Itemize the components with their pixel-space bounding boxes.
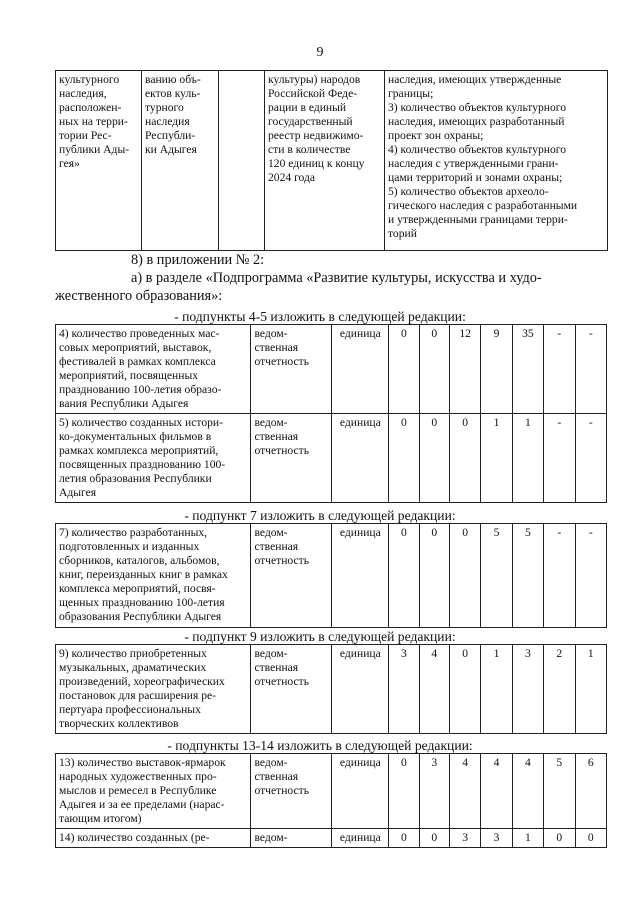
- text-line: 3) количество объектов культурного: [388, 101, 567, 114]
- value-cell: 0: [389, 754, 419, 829]
- table-cell: [385, 71, 608, 251]
- text-line: 4) количество объектов культурного: [388, 143, 567, 156]
- value-cell: -: [544, 524, 575, 628]
- text-line: 14) количество созданных (ре-: [59, 831, 210, 844]
- text-line: ведом-: [254, 647, 288, 660]
- text-line: образования Республики Адыгея: [59, 610, 222, 623]
- text-line: отчетность: [254, 355, 310, 368]
- continuation-table: [55, 70, 608, 251]
- text-line: празднованию 100-летия образо-: [59, 383, 222, 396]
- text-line: Адыгея и за ее пределами (нарас-: [59, 798, 225, 811]
- source-cell: [251, 325, 332, 414]
- value-cell: 0: [389, 414, 419, 503]
- value-cell: 0: [575, 829, 606, 848]
- value-cell: 0: [449, 645, 480, 734]
- value-cell: 4: [449, 754, 480, 829]
- value-cell: 12: [449, 325, 480, 414]
- page-number: 9: [316, 45, 324, 60]
- indicator-name-cell: [56, 754, 251, 829]
- unit-cell: единица: [332, 829, 389, 848]
- value-cell: -: [544, 325, 575, 414]
- unit-cell: единица: [332, 414, 389, 503]
- value-cell: 3: [449, 829, 480, 848]
- text-line: посвященных празднованию 100-: [59, 458, 226, 471]
- text-line: наследия, имеющих разработанный: [388, 115, 565, 128]
- text-line: культурного: [59, 73, 120, 86]
- table-cell: [219, 71, 265, 251]
- text-line: реестр недвижимо-: [268, 129, 364, 142]
- value-cell: 9: [481, 325, 512, 414]
- table-cell: [265, 71, 385, 251]
- value-cell: 0: [419, 524, 449, 628]
- value-cell: 3: [481, 829, 512, 848]
- text-line: рамках комплекса мероприятий,: [59, 444, 219, 457]
- value-cell: 1: [512, 414, 543, 503]
- indicator-table: [55, 753, 607, 848]
- text-line: гического наследия с разработанными: [388, 199, 578, 212]
- text-line: Российской Феде-: [268, 87, 358, 100]
- source-cell: [251, 754, 332, 829]
- value-cell: -: [575, 524, 606, 628]
- text-line: отчетность: [254, 444, 310, 457]
- text-line: наследия, имеющих утвержденные: [388, 73, 562, 86]
- text-line: турного: [145, 101, 184, 114]
- indicator-name-cell: [56, 414, 251, 503]
- section-heading: - подпункт 7 изложить в следующей редакции:: [184, 508, 456, 523]
- text-line: ведом-: [254, 416, 288, 429]
- text-line: государственный: [268, 115, 353, 128]
- text-line: границы;: [388, 87, 434, 100]
- paragraph-section-cont: жественного образования»:: [55, 288, 223, 304]
- text-line: подготовленных и изданных: [59, 540, 200, 553]
- text-line: ко-документальных фильмов в: [59, 430, 212, 443]
- text-line: ственная: [254, 341, 299, 354]
- value-cell: 0: [419, 414, 449, 503]
- text-line: 9) количество приобретенных: [59, 647, 207, 660]
- text-line: отчетность: [254, 675, 310, 688]
- text-line: творческих коллективов: [59, 717, 179, 730]
- table-row: [56, 754, 607, 829]
- text-line: и утвержденными границами терри-: [388, 213, 568, 226]
- text-line: публики Ады-: [59, 143, 130, 156]
- value-cell: 1: [481, 414, 512, 503]
- text-line: ведом-: [254, 526, 288, 539]
- text-line: произведений, хореографических: [59, 675, 225, 688]
- text-line: тающим итогом): [59, 812, 142, 825]
- text-line: музыкальных, драматических: [59, 661, 207, 674]
- text-line: сти в количестве: [268, 143, 351, 156]
- value-cell: 0: [389, 524, 419, 628]
- text-line: ных на терри-: [59, 115, 128, 128]
- text-line: наследия с утвержденными грани-: [388, 157, 559, 170]
- table-row: [56, 645, 607, 734]
- unit-cell: единица: [332, 645, 389, 734]
- text-line: летия образования Республики: [59, 472, 212, 485]
- unit-cell: единица: [332, 524, 389, 628]
- value-cell: 6: [575, 754, 606, 829]
- value-cell: 0: [449, 414, 480, 503]
- value-cell: 2: [544, 645, 575, 734]
- section-heading: - подпункт 9 изложить в следующей редакции:: [184, 629, 456, 644]
- text-line: комплекса мероприятий, посвя-: [59, 582, 216, 595]
- text-line: тории Рес-: [59, 129, 112, 142]
- section-heading: - подпункты 4-5 изложить в следующей редакции:: [174, 309, 466, 324]
- text-line: ственная: [254, 540, 299, 553]
- source-cell: [251, 829, 332, 848]
- unit-cell: единица: [332, 325, 389, 414]
- text-line: 4) количество проведенных мас-: [59, 327, 220, 340]
- text-line: сборников, каталогов, альбомов,: [59, 554, 220, 567]
- indicator-table: [55, 324, 607, 503]
- value-cell: 4: [481, 754, 512, 829]
- value-cell: 1: [481, 645, 512, 734]
- value-cell: 0: [419, 829, 449, 848]
- indicator-name-cell: [56, 325, 251, 414]
- value-cell: 5: [512, 524, 543, 628]
- text-line: 7) количество разработанных,: [59, 526, 208, 539]
- text-line: 2024 года: [268, 171, 316, 184]
- text-line: ванию объ-: [145, 73, 201, 86]
- table-row: [56, 829, 607, 848]
- text-line: совых мероприятий, выставок,: [59, 341, 212, 354]
- text-line: книг, переизданных книг в рамках: [59, 568, 228, 581]
- value-cell: 0: [389, 325, 419, 414]
- text-line: фестивалей в рамках комплекса: [59, 355, 216, 368]
- value-cell: 4: [512, 754, 543, 829]
- text-line: проект зон охраны;: [388, 129, 484, 142]
- indicator-table: [55, 523, 607, 628]
- text-line: Республи-: [145, 129, 196, 142]
- indicator-table: [55, 644, 607, 734]
- table-row: [56, 524, 607, 628]
- text-line: ственная: [254, 430, 299, 443]
- value-cell: 1: [575, 645, 606, 734]
- text-line: 120 единиц к концу: [268, 157, 365, 170]
- value-cell: 4: [419, 645, 449, 734]
- value-cell: 3: [419, 754, 449, 829]
- value-cell: 3: [389, 645, 419, 734]
- indicator-name-cell: [56, 524, 251, 628]
- text-line: ектов куль-: [145, 87, 201, 100]
- text-line: 13) количество выставок-ярмарок: [59, 756, 226, 769]
- table-row: [56, 325, 607, 414]
- text-line: рации в единый: [268, 101, 347, 114]
- unit-cell: единица: [332, 754, 389, 829]
- value-cell: 35: [512, 325, 543, 414]
- value-cell: 5: [544, 754, 575, 829]
- value-cell: 0: [544, 829, 575, 848]
- text-line: торий: [388, 227, 417, 240]
- value-cell: 3: [512, 645, 543, 734]
- value-cell: 0: [389, 829, 419, 848]
- text-line: народных художественных про-: [59, 770, 217, 783]
- text-line: отчетность: [254, 784, 310, 797]
- text-line: пертуара профессиональных: [59, 703, 201, 716]
- text-line: мыслов и ремесел в Республике: [59, 784, 217, 797]
- text-line: наследия,: [59, 87, 107, 100]
- text-line: вания Республики Адыгея: [59, 397, 189, 410]
- paragraph-section: а) в разделе «Подпрограмма «Развитие культуры, искусства и худо-: [131, 270, 542, 286]
- section-heading: - подпункты 13-14 изложить в следующей редакции:: [167, 738, 473, 753]
- value-cell: -: [575, 414, 606, 503]
- text-line: расположен-: [59, 101, 122, 114]
- text-line: ственная: [254, 770, 299, 783]
- text-line: постановок для расширения ре-: [59, 689, 217, 702]
- value-cell: 5: [481, 524, 512, 628]
- indicator-name-cell: [56, 829, 251, 848]
- value-cell: -: [575, 325, 606, 414]
- indicator-name-cell: [56, 645, 251, 734]
- source-cell: [251, 645, 332, 734]
- text-line: ведом-: [254, 831, 288, 844]
- text-line: ведом-: [254, 327, 288, 340]
- table-cell: [142, 71, 219, 251]
- text-line: ственная: [254, 661, 299, 674]
- source-cell: [251, 414, 332, 503]
- value-cell: -: [544, 414, 575, 503]
- text-line: гея»: [59, 157, 80, 170]
- value-cell: 1: [512, 829, 543, 848]
- paragraph-appendix: 8) в приложении № 2:: [131, 252, 265, 268]
- text-line: Адыгея: [59, 486, 97, 499]
- text-line: мероприятий, посвященных: [59, 369, 199, 382]
- table-row: [56, 414, 607, 503]
- text-line: цами территорий и зонами охраны;: [388, 171, 563, 184]
- text-line: наследия: [145, 115, 190, 128]
- text-line: щенных празднованию 100-летия: [59, 596, 225, 609]
- text-line: 5) количество созданных истори-: [59, 416, 223, 429]
- text-line: культуры) народов: [268, 73, 361, 86]
- text-line: 5) количество объектов археоло-: [388, 185, 549, 198]
- value-cell: 0: [419, 325, 449, 414]
- text-line: отчетность: [254, 554, 310, 567]
- value-cell: 0: [449, 524, 480, 628]
- text-line: ведом-: [254, 756, 288, 769]
- text-line: ки Адыгея: [145, 143, 197, 156]
- source-cell: [251, 524, 332, 628]
- table-cell: [56, 71, 142, 251]
